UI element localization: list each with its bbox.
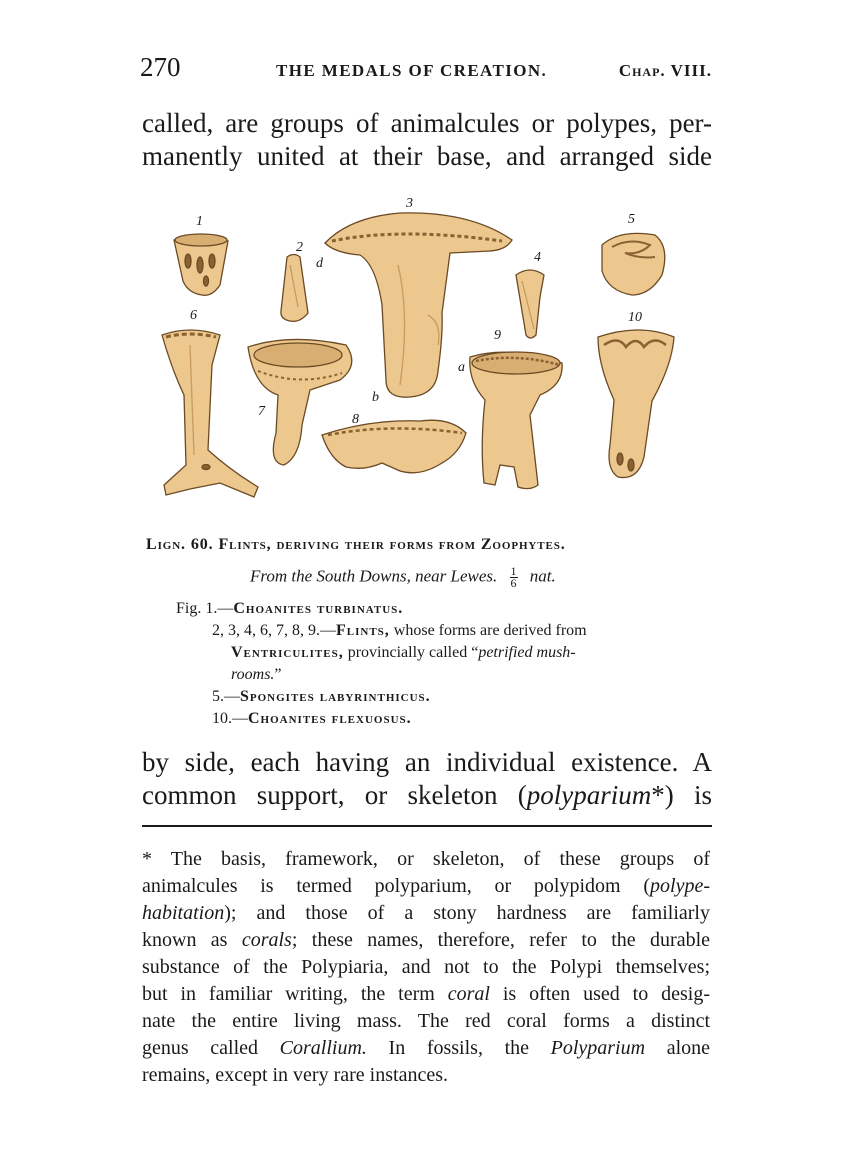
legend-prefix: Fig. 1.—: [176, 600, 234, 617]
chapter-label: Chap. VIII.: [618, 61, 712, 80]
italic-term: polyparium: [526, 780, 652, 810]
fraction-unit: nat.: [529, 566, 556, 586]
footnote-line: [142, 927, 710, 954]
footnote-divider: [142, 825, 712, 827]
legend-name: Spongites labyrinthicus.: [240, 688, 431, 705]
legend-row-5: [176, 686, 696, 708]
legend-text: provincially called “: [343, 644, 479, 661]
figure-label-4: 4: [534, 250, 541, 265]
figure-label-9: 9: [494, 328, 501, 343]
figure-4-flint: [516, 270, 544, 338]
text-run: is often used to desig-: [489, 983, 710, 1005]
legend-name: Choanites turbinatus.: [233, 600, 404, 617]
text-run: known as: [142, 929, 242, 951]
footnote-line: [142, 981, 710, 1008]
text-line: by side, each having an individual existence. A: [142, 747, 712, 777]
figure-label-2: 2: [296, 240, 303, 255]
footnote-line: remains, except in very rare instances.: [142, 1064, 448, 1086]
figure-6-branching-flint: [162, 330, 258, 497]
figure-label-10: 10: [628, 310, 642, 325]
figure-2-flint: [281, 255, 308, 322]
text-run: animalcules is termed polyparium, or polypidom (: [142, 875, 651, 897]
legend-row-2: [176, 620, 696, 642]
figure-label-8: 8: [352, 412, 359, 427]
text-run: but in familiar writing, the term: [142, 983, 448, 1005]
legend-prefix: 2, 3, 4, 6, 7, 8, 9.—: [212, 622, 336, 639]
legend-prefix: 10.—: [212, 710, 248, 727]
scale-fraction: [510, 566, 518, 589]
figure-label-a: a: [458, 360, 465, 375]
italic-term: Polyparium: [550, 1037, 646, 1059]
footnote-line: substance of the Polypiaria, and not to the Polypi themselves;: [142, 956, 710, 978]
italic-term: Corallium.: [279, 1037, 367, 1059]
fraction-numerator: 1: [510, 564, 517, 578]
paragraph-top: [142, 107, 712, 173]
legend-italic: rooms.: [231, 666, 275, 683]
figure-5-spongites: [602, 233, 665, 295]
legend-prefix: 5.—: [212, 688, 240, 705]
legend-row-10: [176, 708, 696, 730]
legend-row-1: [176, 598, 696, 620]
legend-name: Choanites flexuosus.: [248, 710, 412, 727]
figure-label-6: 6: [190, 308, 197, 323]
text-line: manently united at their base, and arranged side: [142, 141, 712, 171]
figure-label-7: 7: [258, 404, 265, 419]
figure-label-b: b: [372, 390, 379, 405]
fossil-flints-illustration: [150, 195, 710, 505]
figure-caption-title: Lign. 60. Flints, deriving their forms from Zoophytes.: [146, 536, 566, 553]
footnote-line: [142, 873, 710, 900]
text-run: alone: [645, 1037, 710, 1059]
running-title: THE MEDALS OF CREATION.: [276, 61, 548, 80]
text-run: genus called: [142, 1037, 280, 1059]
figure-legend: [176, 598, 696, 730]
text-line: called, are groups of animalcules or polypes, per-: [142, 108, 712, 138]
legend-row-2-end: [176, 664, 696, 686]
figure-label-1: 1: [196, 214, 203, 229]
legend-row-2-cont: [176, 642, 696, 664]
figure-label-5: 5: [628, 212, 635, 227]
source-text: From the South Downs, near Lewes.: [250, 566, 498, 586]
text-run: ; these names, therefore, refer to the durable: [291, 929, 711, 951]
footnote-line: nate the entire living mass. The red coral forms a distinct: [142, 1010, 710, 1032]
italic-term: corals: [241, 929, 292, 951]
text-line-polyparium: [142, 779, 712, 812]
figure-label-d: d: [316, 256, 323, 271]
figure-10-choanites: [598, 330, 674, 478]
figure-caption-source: [250, 566, 850, 589]
text-run: In fossils, the: [366, 1037, 551, 1059]
text-run: common support, or skeleton (: [142, 780, 527, 810]
figure-1-choanites: [174, 234, 228, 295]
footnote-line: [142, 900, 710, 927]
italic-term: habitation: [142, 902, 225, 924]
italic-term: coral: [447, 983, 490, 1005]
text-run: ); and those of a stony hardness are familiarly: [224, 902, 710, 924]
footnote-line: * The basis, framework, or skeleton, of these groups of: [142, 848, 710, 870]
legend-italic: petrified mush-: [478, 644, 576, 661]
paragraph-bottom: [142, 746, 712, 812]
figure-9-funnel-flint: [470, 352, 562, 489]
fraction-denominator: 6: [510, 576, 517, 590]
legend-name: Ventriculites,: [231, 644, 344, 661]
page-number: 270: [140, 52, 181, 82]
legend-text: ”: [274, 666, 282, 683]
legend-text: whose forms are derived from: [389, 622, 587, 639]
footnote: [142, 846, 710, 1089]
page-header: [140, 52, 712, 92]
footnote-line: [142, 1035, 710, 1062]
figure-label-3: 3: [406, 196, 413, 211]
text-run: *) is: [651, 780, 713, 810]
italic-term: polype-: [650, 875, 710, 897]
figure-8-flat-flint: [322, 420, 466, 473]
legend-name: Flints,: [336, 622, 390, 639]
